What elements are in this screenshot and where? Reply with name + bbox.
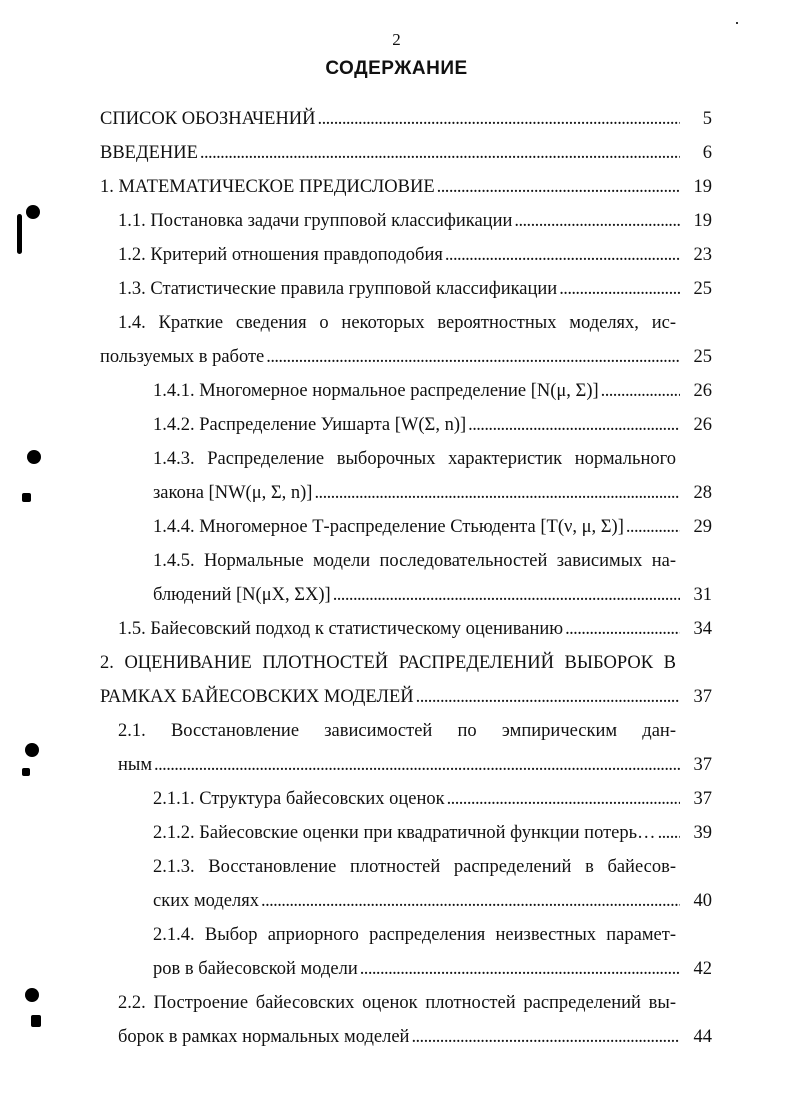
- toc-entry-text: 2.1.4. Выбор априорного распределения неизвестных парамет-: [153, 925, 676, 945]
- toc-entry-page: 39: [693, 823, 712, 843]
- toc-entry-text: 2.1.2. Байесовские оценки при квадратичной функции потерь…: [153, 823, 656, 843]
- toc-entry[interactable]: [118, 612, 712, 646]
- toc-entry-text: СПИСОК ОБОЗНАЧЕНИЙ: [100, 109, 316, 129]
- toc-entry-continuation[interactable]: [100, 340, 712, 374]
- scan-artifact: [17, 214, 22, 254]
- dot-leader: [416, 680, 680, 714]
- toc-entry-first-line[interactable]: [153, 918, 676, 952]
- page-number: 2: [392, 30, 401, 49]
- toc-entry[interactable]: [153, 782, 712, 816]
- toc-entry-continuation[interactable]: [100, 680, 712, 714]
- dot-leader: [447, 782, 680, 816]
- scan-speck: [736, 22, 738, 24]
- toc-entry-text: 1.4.5. Нормальные модели последовательностей зависимых на-: [153, 551, 676, 571]
- toc-entry-continuation[interactable]: [153, 952, 712, 986]
- toc-entry-text: 2. ОЦЕНИВАНИЕ ПЛОТНОСТЕЙ РАСПРЕДЕЛЕНИЙ ВЫБОРОК В: [100, 653, 676, 673]
- toc-entry[interactable]: [118, 204, 712, 238]
- dot-leader: [565, 612, 680, 646]
- dot-leader: [200, 136, 680, 170]
- punch-hole-mark: [25, 743, 39, 757]
- toc-entry-text: 2.2. Построение байесовских оценок плотностей распределений вы-: [118, 993, 676, 1013]
- dot-leader: [601, 374, 680, 408]
- toc-entry-page: 40: [693, 891, 712, 911]
- toc-entry-page: 42: [693, 959, 712, 979]
- toc-entry-text-cont: борок в рамках нормальных моделей: [118, 1027, 410, 1047]
- dot-leader: [514, 204, 680, 238]
- toc-entry-text: 1.4.1. Многомерное нормальное распределение [N(μ, Σ)]: [153, 381, 599, 401]
- toc-entry-text-cont: ров в байесовской модели: [153, 959, 358, 979]
- toc-entry-page: 19: [693, 177, 712, 197]
- toc-entry-page: 26: [693, 415, 712, 435]
- toc-entry-text: 2.1. Восстановление зависимостей по эмпирическим дан-: [118, 721, 676, 741]
- toc-entry[interactable]: [118, 238, 712, 272]
- toc-entry-text-cont: пользуемых в работе: [100, 347, 265, 367]
- toc-entry-continuation[interactable]: [118, 748, 712, 782]
- toc-entry-text: 1.4. Краткие сведения о некоторых вероятностных моделях, ис-: [118, 313, 676, 333]
- toc-entry-continuation[interactable]: [153, 884, 712, 918]
- dot-leader: [360, 952, 680, 986]
- toc-entry-text: 1. МАТЕМАТИЧЕСКОЕ ПРЕДИСЛОВИЕ: [100, 177, 435, 197]
- toc-entry-text: 1.4.2. Распределение Уишарта [W(Σ, n)]: [153, 415, 467, 435]
- punch-hole-mark: [26, 205, 40, 219]
- toc-entry[interactable]: [100, 136, 712, 170]
- toc-entry-text: 1.4.3. Распределение выборочных характеристик нормального: [153, 449, 676, 469]
- toc-entry-page: 5: [702, 109, 712, 129]
- dot-leader: [318, 102, 680, 136]
- toc-entry-page: 34: [693, 619, 712, 639]
- dot-leader: [437, 170, 680, 204]
- toc-entry-text: ВВЕДЕНИЕ: [100, 143, 198, 163]
- toc-entry-text-cont: ным: [118, 755, 153, 775]
- toc-entry-text-cont: РАМКАХ БАЙЕСОВСКИХ МОДЕЛЕЙ: [100, 687, 414, 707]
- toc-entry-text: 1.4.4. Многомерное Т-распределение Стьюдента [T(ν, μ, Σ)]: [153, 517, 624, 537]
- toc-entry-page: 28: [693, 483, 712, 503]
- toc-entry-page: 31: [693, 585, 712, 605]
- toc-entry-continuation[interactable]: [153, 578, 712, 612]
- page-title: СОДЕРЖАНИЕ: [325, 58, 468, 79]
- toc-entry[interactable]: [153, 374, 712, 408]
- toc-entry-text: 1.5. Байесовский подход к статистическому оцениванию: [118, 619, 564, 639]
- toc-entry-continuation[interactable]: [118, 1020, 712, 1054]
- toc-entry-text: 1.1. Постановка задачи групповой классификации: [118, 211, 513, 231]
- toc-entry-page: 29: [693, 517, 712, 537]
- toc-entry-text: 1.3. Статистические правила групповой классификации: [118, 279, 558, 299]
- toc-entry-page: 23: [693, 245, 712, 265]
- dot-leader: [411, 1020, 680, 1054]
- scan-artifact: [22, 493, 31, 502]
- toc-entry-page: 37: [693, 789, 712, 809]
- dot-leader: [626, 510, 680, 544]
- toc-entry-page: 44: [693, 1027, 712, 1047]
- toc-entry-first-line[interactable]: [118, 714, 676, 748]
- punch-hole-mark: [27, 450, 41, 464]
- toc-entry[interactable]: [100, 102, 712, 136]
- toc-entry-text-cont: блюдений [N(μX, ΣX)]: [153, 585, 331, 605]
- dot-leader: [154, 748, 680, 782]
- toc-entry-first-line[interactable]: [118, 986, 676, 1020]
- toc-entry-page: 26: [693, 381, 712, 401]
- toc-entry-first-line[interactable]: [153, 544, 676, 578]
- toc-entry-page: 37: [693, 755, 712, 775]
- toc-entry-first-line[interactable]: [153, 850, 676, 884]
- toc-entry-page: 25: [693, 279, 712, 299]
- dot-leader: [658, 816, 680, 850]
- toc-entry-text-cont: ских моделях: [153, 891, 260, 911]
- scan-artifact: [31, 1015, 41, 1027]
- toc-entry-continuation[interactable]: [153, 476, 712, 510]
- scan-artifact: [22, 768, 30, 776]
- dot-leader: [266, 340, 680, 374]
- toc-entry-text-cont: закона [NW(μ, Σ, n)]: [153, 483, 313, 503]
- toc-entry[interactable]: [153, 510, 712, 544]
- punch-hole-mark: [25, 988, 39, 1002]
- toc-entry-text: 1.2. Критерий отношения правдоподобия: [118, 245, 443, 265]
- toc-entry[interactable]: [153, 816, 712, 850]
- toc-entry-first-line[interactable]: [153, 442, 676, 476]
- toc-entry[interactable]: [153, 408, 712, 442]
- toc-entry-text: 2.1.1. Структура байесовских оценок: [153, 789, 445, 809]
- toc-entry[interactable]: [100, 170, 712, 204]
- dot-leader: [445, 238, 680, 272]
- dot-leader: [468, 408, 680, 442]
- toc-entry-page: 25: [693, 347, 712, 367]
- toc-entry-page: 19: [693, 211, 712, 231]
- toc-entry-first-line[interactable]: [118, 306, 676, 340]
- dot-leader: [314, 476, 680, 510]
- toc-entry[interactable]: [118, 272, 712, 306]
- dot-leader: [559, 272, 680, 306]
- toc-entry-page: 37: [693, 687, 712, 707]
- dot-leader: [261, 884, 680, 918]
- toc-entry-first-line[interactable]: [100, 646, 676, 680]
- dot-leader: [333, 578, 680, 612]
- toc-entry-text: 2.1.3. Восстановление плотностей распределений в байесов-: [153, 857, 676, 877]
- toc-entry-page: 6: [702, 143, 712, 163]
